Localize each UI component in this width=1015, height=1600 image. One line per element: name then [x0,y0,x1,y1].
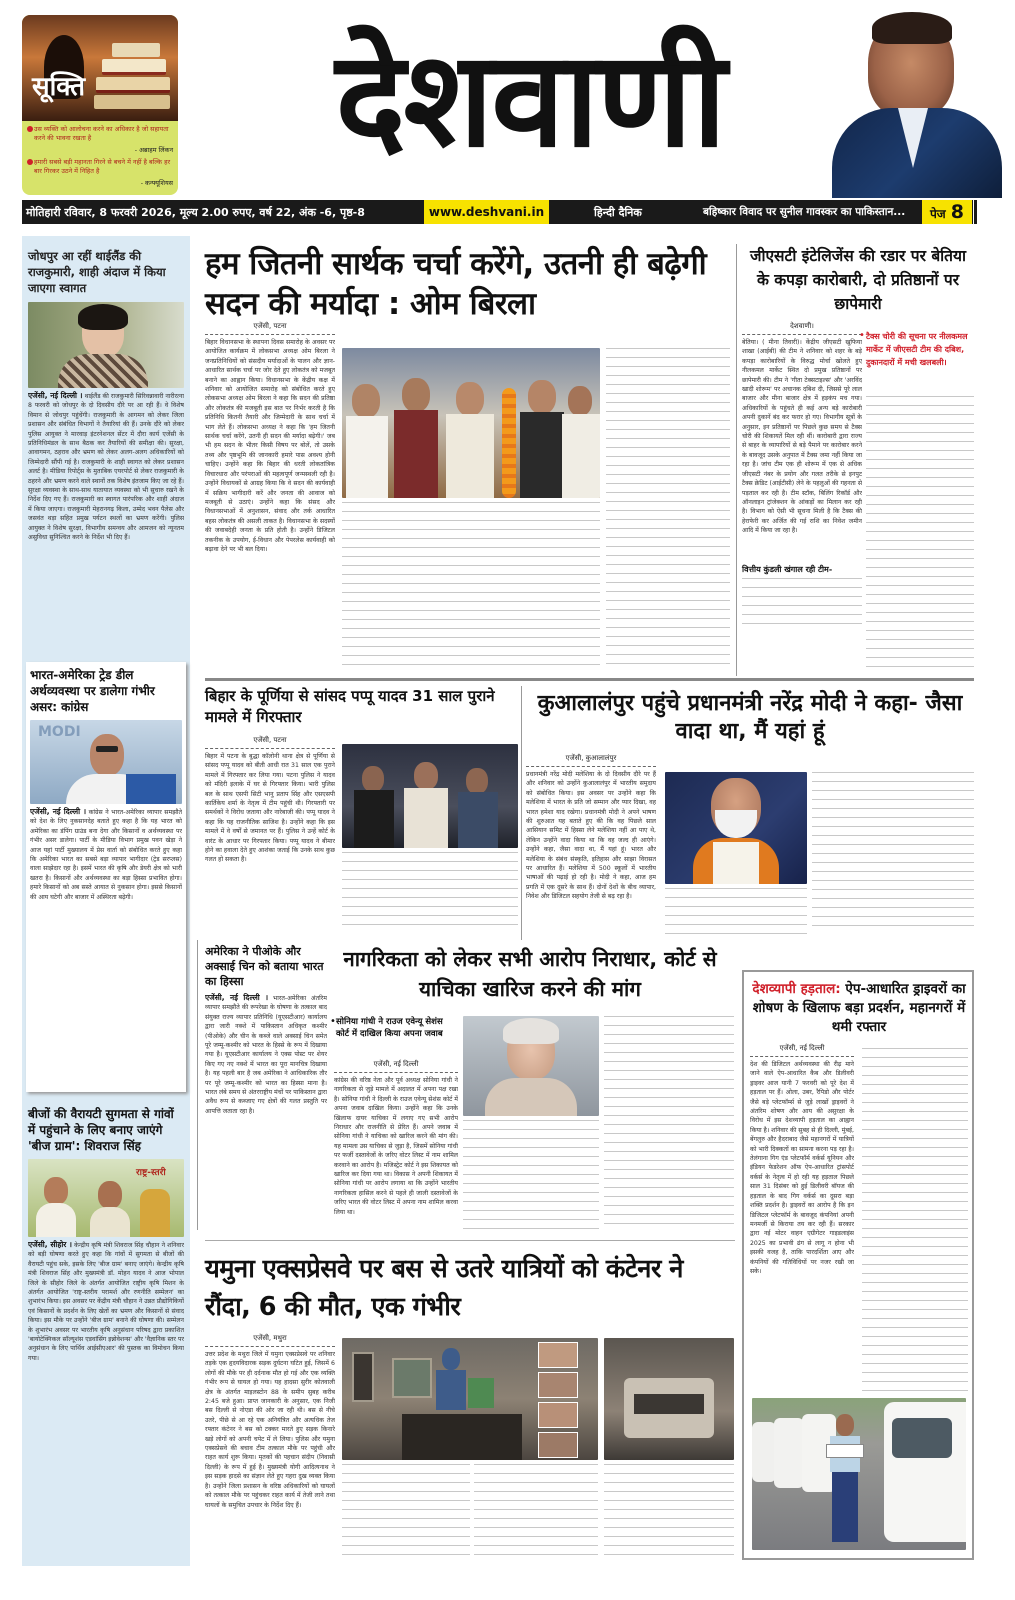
sonia-gandhi-photo [463,1016,599,1116]
yamuna-continued [604,1464,734,1560]
page-badge [922,200,972,224]
story-gst [742,322,862,626]
article-body: कांग्रेस की वरिष्ठ नेता और पूर्व अध्यक्ष सोनिया गांधी ने नागरिकता से जुड़े मामले में अदालत में अपना पक्ष रखा है। सोनिया गांधी ने दिल्ली के राउज एवेन्यू सेशंस कोर्ट में अपना जवाब दाखिल किया। उन्होंने कहा कि उनके खिलाफ दायर याचिका में लगाए गए सभी आरोप निराधार और राजनीति से प्रेरित हैं। अपने जवाब में सोनिया गांधी ने याचिका को खारिज करने की मांग की। यह मामला उस याचिका से जुड़ा है, जिसमें सोनिया गांधी पर फर्जी दस्तावेजों के जरिए वोटर लिस्ट में नाम शामिल करवाने का आरोप है। मजिस्ट्रेट कोर्ट ने इस शिकायत को खारिज कर दिया गया था। विकास ने अपनी शिकायत में सोनिया गांधी पर आरोप लगाया था कि उन्होंने भारतीय नागरिकता हासिल करने से पहले ही जाली दस्तावेजों के जरिए भारत की वोटर लिस्ट में अपना नाम शामिल करवा लिया था। [334,1077,458,1216]
bullet-icon: • [859,330,865,341]
pawan-khera-photo: MODI [30,720,182,804]
gst-highlight [859,330,974,369]
victim-photo [538,1372,578,1398]
article-body: बेतिया। ( मीना तिवारी)। केंद्रीय जीएसटी खुफिया शाखा (आईबी) की टीम ने शनिवार को शहर के बड़े कपड़ा कारोबारियों के विरुद्ध मोर्चा खोलते हुए नीलकमल मार्केट स्थित दो प्रमुख प्रतिष्ठानों पर छापेमारी की। टीम ने 'गीता टेक्सटाइल्स' और 'अरविंद खादी शोरूम' पर अचानक दबिश दी, जिससे पूरे लाल बाजार और मीना बाजार क्षेत्र में हड़कंप मच गया। अधिकारियों के पहुंचते ही कई अन्य बड़े कारोबारी अपनी दुकानें बंद कर फरार हो गए। विभागीय सूत्रों के अनुसार, इन प्रतिष्ठानों पर पिछले कुछ समय से टैक्स चोरी की शिकायतें मिल रही थीं। कारोबारी द्वारा राज्य से बाहर के व्यापारियों से बड़े पैमाने पर कारोबार करने के बावजूद उसके अनुपात में टैक्स जमा नहीं किया जा रहा है। जांच टीम एक ही शोरूम में एक से अधिक जीएसटी नंबर के प्रयोग और गलत तरीके से इनपुट टैक्स क्रेडिट (आईटीसी) लेने के पहलुओं की गहनता से पड़ताल कर रही है। टीम स्टॉक, बिलिंग रिकॉर्ड और ऑनलाइन ट्रांजेक्शन के आंकड़ों का मिलान कर रही है। विभाग को ऐसी भी सूचना मिली है कि टैक्स की हेराफेरी कर अर्जित की गई राशि का निवेश जमीन आदि में किया जा रहा है। [742,339,862,535]
article-body: भारत-अमेरिका अंतरिम व्यापार समझौते की रूपरेखा के घोषणा के तत्काल बाद संयुक्त राज्य व्यापार प्रतिनिधि (यूएसटीआर) कार्यालय द्वारा जारी नक्शे में पाकिस्तान अधिकृत कश्मीर (पीओके) और चीन के कब्जे वाले अक्साई चिन समेत पूरे जम्मू-कश्मीर को भारत के हिस्से के रूप में दिखाया गया है। यूएसटीआर कार्यालय ने एक्स पोस्ट पर शेयर किए गए नए नक्शे में भारत का पूरा मानचित्र दिखाया है। यह पहली बार है जब अमेरिका ने आधिकारिक तौर पर पूरे जम्मू-कश्मीर को भारत का हिस्सा माना है। भारत लंबे समय से अंतरराष्ट्रीय मंचों पर पाकिस्तान द्वारा अवैध रूप से कब्जाए गए क्षेत्रों की गलत प्रस्तुति पर आपत्ति जताता रहा है। [205,995,327,1115]
modi-continued [812,772,974,934]
strike-headline[interactable] [748,980,970,1037]
story-pappu [205,736,335,946]
strike-continued [862,1048,968,1394]
page-number: 8 [950,201,965,223]
highlight-text: टैक्स चोरी की सूचना पर नीलकमल मार्केट में जीएसटी टीम की दबिश, दुकानदारों में मची खलबली। [866,332,968,367]
sukti-image [22,15,178,121]
newspaper-title: देशवाणी [335,23,725,177]
books-icon [94,43,170,115]
highlight-text: सोनिया गांधी ने राउज एवेन्यू सेशंस कोर्ट में दाखिल किया अपना जवाब [336,1017,443,1039]
bar-end [974,200,977,224]
byline: एजेंसी, मथुरा [205,1334,335,1347]
dateline-lead: एजेंसी, नई दिल्ली । [30,807,87,816]
article-body: प्रधानमंत्री नरेंद्र मोदी मलेशिया के दो दिवसीय दौरे पर हैं और शनिवार को उन्होंने कुआलालंपुर में भारतीय समुदाय को संबोधित किया। इस अवसर पर उन्होंने कहा कि मलेशिया में भारत के प्रति जो सम्मान और प्यार दिखा, वह भारत हमेशा याद रखेगा। प्रधानमंत्री मोदी ने अपने भाषण की शुरुआत यह बताते हुए की कि वह पिछले साल आसियान समिट में हिस्सा लेने मलेशिया नहीं आ पाए थे, लेकिन उन्होंने वादा किया था कि वह जल्द ही आएंगे। उन्होंने कहा, जैसा वादा था, मैं यहां हूं। भारत और मलेशिया के संबंध संस्कृति, इतिहास और साझा विरासत पर आधारित हैं। मलेशिया में 500 स्कूलों में भारतीय भाषाओं की पढ़ाई हो रही है। मोदी ने कहा, आज हम प्रगति में एक दूसरे के साथ हैं। दोनों देशों के बीच व्यापार, निवेश और डिजिटल सहयोग तेजी से बढ़ रहा है। [526,771,656,901]
yamuna-continued [474,1464,598,1560]
headline[interactable]: जोधपुर आ रहीं थाईलैंड की राजकुमारी, शाही अंदाज में किया जाएगा स्वागत [28,249,166,295]
yamuna-continued [342,1464,470,1560]
strike-headline-red: देशव्यापी हड़ताल: [752,981,841,997]
om-birla-continued [342,502,600,672]
victim-photo [538,1432,578,1458]
gst-continued [866,396,974,672]
headline[interactable]: बीजों की वैरायटी सुगमता से गांवों में पहुंचाने के लिए बनाए जाएंगे 'बीज ग्राम': शिवराज सिंह [28,1107,174,1153]
pappu-yadav-photo [342,744,518,848]
sukti-box [22,15,178,195]
gavaskar-photo [832,10,1002,198]
modi-photo [665,772,807,884]
bullet-icon: • [330,1016,336,1027]
article-body: बिहार विधानसभा के स्थापना दिवस समारोह के अवसर पर आयोजित कार्यक्रम में लोकसभा अध्यक्ष ओम बिरला ने जनप्रतिनिधियों को संसदीय मर्यादाओं के पालन और ज्ञान-आधारित सार्थक चर्चा पर जोर देते हुए लोकतंत्र को मजबूत बनाने का आह्वान किया। विधानसभा के केंद्रीय कक्ष में शनिवार को आयोजित समारोह को संबोधित करते हुए लोकसभा अध्यक्ष ओम बिरला ने कहा कि सदन की प्रतिष्ठा और लोकतंत्र की मजबूती इस बात पर निर्भर करती है कि प्रतिनिधि कितनी तैयारी और जिम्मेदारी के साथ चर्चा में भाग लेते हैं। लोकसभा अध्यक्ष ने कहा कि 'हम जितनी सार्थक चर्चा करेंगे, उतनी ही सदन की मर्यादा बढ़ेगी।' जब भी हम सदन के भीतर किसी विषय पर बोलें, तो उसके तथ्य और पृष्ठभूमि की जानकारी हमारे पास अवश्य होनी चाहिए। उन्होंने कहा कि बिहार की धरती लोकतांत्रिक विचारधारा और परंपराओं की महत्वपूर्ण जन्मस्थली रही है। उन्होंने विधायकों से आग्रह किया कि वे सदन की कार्यवाही में सक्रिय भागीदारी करें और जनता की आवाज को मजबूती से उठाएं। उन्होंने कहा कि संसद और विधानसभाओं में अनुशासन, संवाद और तर्क आधारित बहस लोकतंत्र की असली ताकत है। विधानसभा के सदस्यों की जवाबदेही जनता के प्रति होती है। उन्होंने डिजिटल तकनीक के उपयोग, ई-विधान और पेपरलेस कार्यवाही को बढ़ावा देने पर भी बल दिया। [205,339,335,553]
article-body: उत्तर प्रदेश के मथुरा जिले में यमुना एक्सप्रेसवे पर शनिवार तड़के एक हृदयविदारक सड़क दुर्घटना घटित हुई, जिसमें 6 लोगों की मौके पर ही दर्दनाक मौत हो गई और एक व्यक्ति गंभीर रूप से घायल हो गया। यह हादसा सुरीर कोतवाली क्षेत्र के अंतर्गत माइलस्टोन 88 के समीप सुबह करीब 2:45 बजे हुआ। प्राप्त जानकारी के अनुसार, एक निजी बस दिल्ली से नोएडा की ओर जा रही थी। बस से नीचे उतरे, पीछे से आ रहे एक अनियंत्रित और अत्यधिक तेज रफ्तार कंटेनर ने बस को टक्कर मारते हुए सड़क किनारे खड़े लोगों को अपनी चपेट में ले लिया। पुलिस और यमुना एक्सप्रेसवे की बचाव टीम तत्काल मौके पर पहुंची और राहत कार्य शुरू किया। मृतकों की पहचान संदीप (निवासी दिल्ली) के रूप में हुई है। मुख्यमंत्री योगी आदित्यनाथ ने इस सड़क हादसे का संज्ञान लेते हुए गहरा दुख व्यक्त किया है। उन्होंने जिला प्रशासन के वरिष्ठ अधिकारियों को घायलों को तत्काल मौके पर पहुंचकर राहत कार्य में तेजी लाने तथा घायलों के समुचित उपचार के निर्देश दिए हैं। [205,1351,335,1509]
byline: एजेंसी, नई दिल्ली [750,1044,854,1057]
dateline-lead: एजेंसी, नई दिल्ली । [205,993,269,1002]
story-seeds[interactable] [28,1106,184,1580]
byline: एजेंसी, कुआलालंपुर [526,754,656,767]
article-body: बिहार में पटना के बुद्धा कॉलोनी थाना क्षेत्र से पूर्णिया से सांसद पप्पू यादव को बीती आधी रात 31 साल एक पुराने मामले में गिरफ्तार कर लिया गया। पटना पुलिस ने यादव को मंदिरी इलाके में घर से गिरफ्तार किया। भारी पुलिस बल के साथ एसपी सिटी भानु प्रताप सिंह और एसएसपी कार्तिकेय शर्मा के नेतृत्व में टीम पहुंची थी। गिरफ्तारी पर समर्थकों ने विरोध जताया और नारेबाजी की। पप्पू यादव ने कहा कि यह राजनीतिक साजिश है। उन्होंने कहा कि इस मामले में वे वर्षों से जमानत पर हैं। पुलिस ने उन्हें कोर्ट के वारंट के आधार पर गिरफ्तार किया। पप्पू यादव ने बीमार होने का हवाला देते हुए आशंका जताई कि उनके साथ कुछ गलत हो सकता है। [205,753,335,864]
quote-author: - कन्फ्यूशियस [140,179,173,187]
pok-headline[interactable]: अमेरिका ने पीओके और अक्साई चिन को बताया भारत का हिस्सा [205,945,324,988]
shivraj-photo: राष्ट्र-स्तरी [28,1159,184,1237]
modi-continued [665,888,807,934]
quote-bullet-icon [27,159,33,165]
story-modi [526,754,656,952]
strike-headline-text: ऐप-आधारित ड्राइवरों का शोषण के खिलाफ बड़ा प्रदर्शन, महानगरों में थमी रफ्तार [752,981,966,1035]
story-yamuna [205,1334,335,1576]
modi-headline[interactable]: कुआलालंपुर पहुंचे प्रधानमंत्री नरेंद्र मोदी ने कहा- जैसा वादा था, मैं यहां हूं [537,691,963,744]
section-rule [205,678,974,681]
paper-type: हिन्दी दैनिक [594,206,642,219]
dateline-lead: एजेंसी, सीहोर । [28,1240,72,1249]
om-birla-continued [606,348,730,672]
article-body: कांग्रेस ने भारत-अमेरिका व्यापार समझौते को देश के लिए नुकसानदेह बताते हुए कहा है कि यह भारत को अमेरिका का डंपिंग ग्राउंड बना देगा और किसानों व अर्थव्यवस्था पर गंभीर असर डालेगा। पार्टी के मीडिया विभाग प्रमुख पवन खेड़ा ने आज यहां पार्टी मुख्यालय में प्रेस वार्ता को संबोधित करते हुए कहा कि अमेरिका भारत का सबसे बड़ा व्यापार भागीदार (ट्रेड सरप्लस) वाला साझेदार रहा है। इसमें भारत की कृषि और डेयरी क्षेत्र को भारी खतरा है। किसानों और अर्थव्यवस्था का बड़ा हिस्सा प्रभावित होगा। हमारे किसानों को अब सस्ते आयात से नुकसान होगा। इससे किसानों की आय घटेगी और बाजार में अस्थिरता बढ़ेगी। [30,809,182,901]
accident-photo [342,1338,598,1460]
sonia-continued [604,1016,734,1232]
page-label: पेज [929,207,946,221]
accident-scene-photo [604,1338,734,1460]
victim-photo [538,1402,578,1428]
article-body: देश की डिजिटल अर्थव्यवस्था की रीढ़ माने जाने वाले ऐप-आधारित कैब और डिलीवरी ड्राइवर आज यानी 7 फरवरी को पूरे देश में हड़ताल पर हैं। ओला, उबर, रैपिडो और पोर्टर जैसे बड़े प्लेटफॉर्म्स से जुड़े लाखों ड्राइवरों ने अंतरिम शोषण और आय की असुरक्षा के विरोध में इस देशव्यापी हड़ताल का आह्वान किया है। शनिवार की सुबह से ही दिल्ली, मुंबई, बेंगलुरु और हैदराबाद जैसे महानगरों में यात्रियों को भारी दिक्कतों का सामना करना पड़ रहा है। तेलंगाना गिग एंड प्लेटफॉर्म वर्कर्स यूनियन और इंडियन फेडरेशन ऑफ ऐप-आधारित ट्रांसपोर्ट वर्कर्स के नेतृत्व में हो रही यह हड़ताल पिछले साल 31 दिसंबर को हुई डिलीवरी बॉयज की हड़ताल के बाद गिग वर्कर्स का दूसरा बड़ा शक्ति प्रदर्शन है। ड्राइवरों का आरोप है कि इन डिजिटल प्लेटफॉर्म के बावजूद कंपनियां अपनी मनमर्जी से किराया तय कर रही हैं। सरकार द्वारा नई मोटर वाहन एग्रीगेटर गाइडलाइंस 2025 का प्रभावी ढंग से लागू न होना भी इसकी वजह है, ताकि पारदर्शिता आए और कंपनियों की गतिविधियों पर नजर रखी जा सके। [750,1061,854,1275]
story-pok [205,944,327,1233]
yamuna-headline[interactable]: यमुना एक्सप्रेसवे पर बस से उतरे यात्रियों को कंटेनर ने रौंदा, 6 की मौत, एक गंभीर [205,1254,683,1322]
victim-photo [538,1342,578,1368]
story-trade-deal[interactable] [26,662,186,1092]
dateline-lead: एजेंसी, नई दिल्ली । [28,391,83,400]
column-divider [736,244,737,676]
byline: एजेंसी, नई दिल्ली [334,1060,458,1073]
byline: देशवाणी। [742,322,862,335]
princess-photo [28,302,184,388]
byline: एजेंसी, पटना [205,736,335,749]
story-sonia [334,1060,458,1236]
gst-headline[interactable]: जीएसटी इंटेलिजेंस की रडार पर बेतिया के कपड़ा कारोबारी, दो प्रतिष्ठानों पर छापेमारी [749,247,967,313]
story-thailand[interactable] [28,248,184,687]
cab-drivers-photo [752,1398,966,1550]
section-rule [205,1240,735,1241]
pappu-continued [342,852,518,932]
headline[interactable]: भारत-अमेरिका ट्रेड डील अर्थव्यवस्था पर डालेगा गंभीर असर: कांग्रेस [30,668,155,714]
quote-text: हमारी सबसे बड़ी महानता गिरने से बचने में नहीं है बल्कि हर बार गिरकर उठने में निहित है [34,158,171,175]
story-om-birla [205,322,335,678]
dateline-info: मोतिहारी रविवार, 8 फरवरी 2026, मूल्य 2.00 रुपए, वर्ष 22, अंक -6, पृष्ठ-8 [26,206,365,219]
website-link[interactable]: www.deshvani.in [424,200,549,224]
column-divider [197,940,198,1230]
om-birla-photo [342,348,600,498]
column-divider [521,686,522,940]
quote-text: उस व्यक्ति को आलोचना करने का अधिकार है जो सहायता करने की भावना रखता है [34,125,169,142]
article-body: केन्द्रीय कृषि मंत्री शिवराज सिंह चौहान ने शनिवार को बड़ी घोषणा करते हुए कहा कि गांवों में सुगमता से बीजों की वैरायटी पहुंच सके, इसके लिए 'बीज ग्राम' बनाए जाएंगे। केन्द्रीय कृषि मंत्री शिवराज सिंह और मुख्यमंत्री डॉ. मोहन यादव ने आज भोपाल जिले के सीहोर जिले के अंतर्गत आयोजित राष्ट्रीय कृषि मिशन के अंतर्गत आयोजित 'राष्ट्र-स्तरीय परामर्श और रणनीति सम्मेलन' का शुभारंभ किया। इस अवसर पर केंद्रीय मंत्री चौहान ने उन्नत प्रौद्योगिकियों एवं किसानों के प्रदर्शन के लिए खेतों का भ्रमण और किसानों से संवाद किया। इस मौके पर उन्होंने 'बीज ग्राम' बनाने की घोषणा की। सम्मेलन के शुभारंभ अवसर पर भारतीय कृषि अनुसंधान परिषद द्वारा प्रकाशित 'बायोटेक्निकल सॉल्यूशंस एडवांसिंग इन्नोवेशन्स' और 'वैज्ञानिक स्तर पर अनुसंधान के लिए पार्थिव आईसीएआर' की पुस्तक का विमोचन किया गया। [28,1242,184,1362]
sukti-label: सूक्ति [32,72,86,102]
article-body: थाईलैंड की राजकुमारी सिरिवन्नावारी नारीरत्ना 8 फरवरी को जोधपुर के दो दिवसीय दौरे पर आ रही हैं। वे विशेष विमान से जोधपुर पहुंचेंगी। राजकुमारी के आगमन को लेकर जिला प्रशासन और संबंधित विभागों ने तैयारियां की हैं। उनके दौरे को लेकर पुलिस आयुक्त ने मारवाड़ इंटरनेशनल सेंटर में दौरा कार्य एजेंसी के प्रतिनिधिमंडल के साथ बैठक कर तैयारियों की समीक्षा की। सुरक्षा, आवागमन, ठहराव और भ्रमण को लेकर अलग-अलग अधिकारियों को जिम्मेदारी सौंपी गई है। राजकुमारी के शाही स्वागत को लेकर प्रशासन अलर्ट है। मीडिया रिपोर्ट्स के मुताबिक एयरपोर्ट से लेकर राजकुमारी के ठहरने और भ्रमण करने वाले स्थानों तक विशेष इंतजाम किए जा रहे हैं। सुरक्षा व्यवस्था के साथ-साथ यातायात व्यवस्था को भी सुचारु रखने के निर्देश दिए गए हैं। राजकुमारी का स्वागत पारंपरिक और शाही अंदाज में किया जाएगा। राजकुमारी मेहरानगढ़ किला, उम्मेद भवन पैलेस और जसवंत थड़ा सहित प्रमुख पर्यटन स्थलों का भ्रमण करेंगी। पुलिस आयुक्त ने विशेष सुरक्षा, विभागीय समन्वय और आमजन को न्यूनतम असुविधा सुनिश्चित करने के निर्देश भी दिए हैं। [28,393,184,542]
sonia-highlight [330,1016,456,1040]
subhead: वित्तीय कुंडली खंगाल रही टीम- [742,565,833,574]
strike-body-col [750,1044,854,1402]
lead-headline[interactable]: हम जितनी सार्थक चर्चा करेंगे, उतनी ही बढ़ेगी सदन की मर्यादा : ओम बिरला [205,246,707,322]
byline: एजेंसी, पटना [205,322,335,335]
sonia-continued [463,1120,599,1232]
quote-bullet-icon [27,126,33,132]
quote-author: - अब्राहम लिंकन [134,146,173,154]
teaser-link[interactable]: बहिष्कार विवाद पर सुनील गावस्कर का पाकिस्तान... [703,206,906,218]
sonia-headline[interactable]: नागरिकता को लेकर सभी आरोप निराधार, कोर्ट से याचिका खारिज करने की मांग [343,947,717,1001]
pappu-headline[interactable]: बिहार के पूर्णिया से सांसद पप्पू यादव 31 साल पुराने मामले में गिरफ्तार [205,687,495,726]
